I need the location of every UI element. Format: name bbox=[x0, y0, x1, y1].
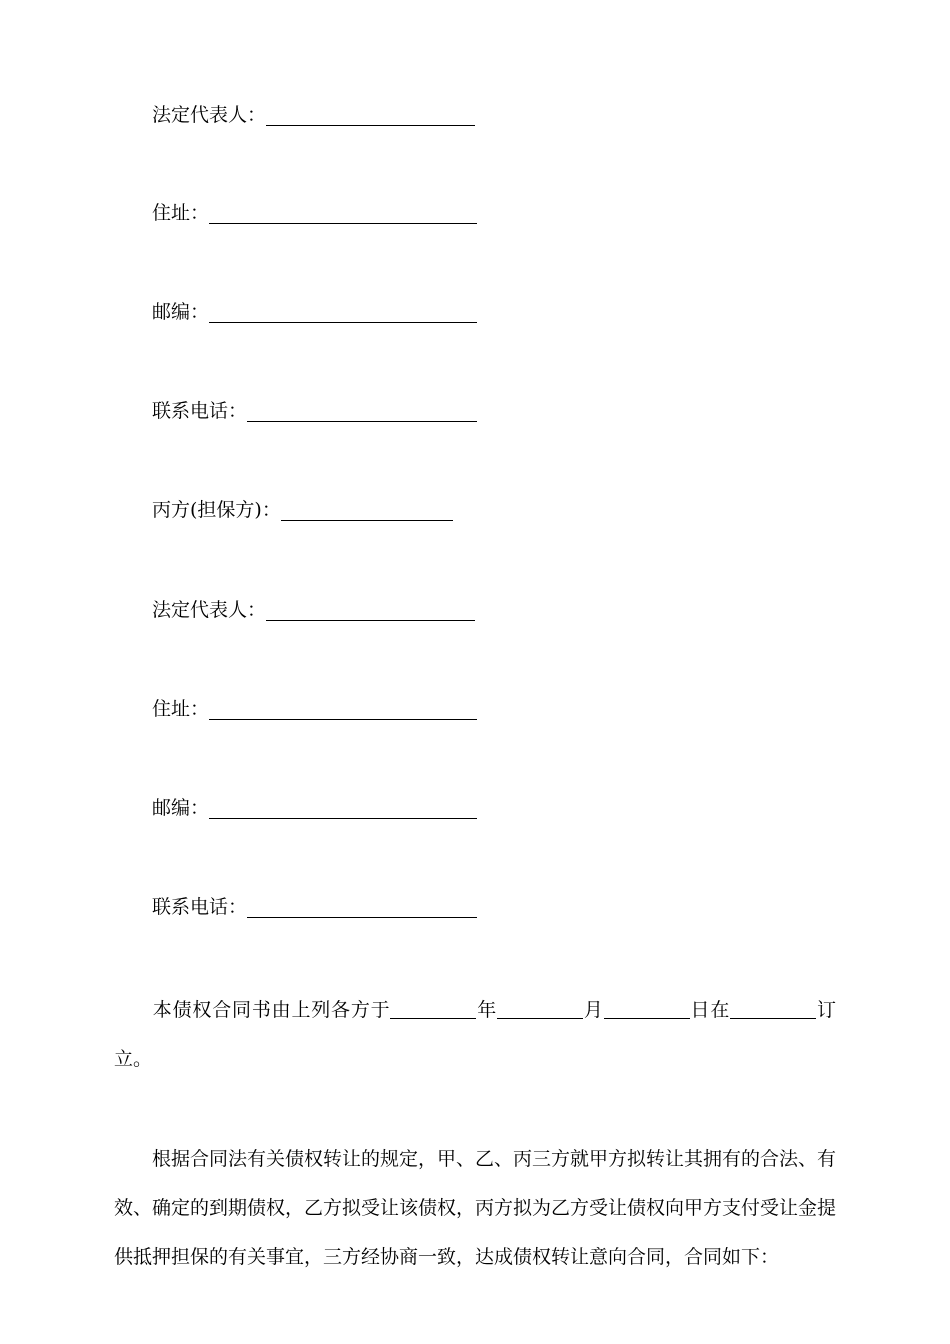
fill-blank[interactable] bbox=[209, 699, 477, 720]
day-blank[interactable] bbox=[604, 1000, 690, 1019]
postcode-field-1 bbox=[152, 300, 477, 324]
year-label: 年 bbox=[476, 999, 498, 1021]
fill-blank[interactable] bbox=[281, 500, 453, 521]
place-blank[interactable] bbox=[730, 1000, 816, 1019]
field-label: 丙方(担保方)： bbox=[152, 499, 281, 521]
address-field-2 bbox=[152, 697, 477, 721]
legal-representative-field-1 bbox=[152, 103, 475, 127]
signing-paragraph bbox=[114, 986, 836, 1084]
fill-blank[interactable] bbox=[266, 600, 475, 621]
postcode-field-2 bbox=[152, 796, 477, 820]
field-label: 住址： bbox=[152, 202, 210, 224]
phone-field-1 bbox=[152, 399, 477, 423]
field-label: 住址： bbox=[152, 698, 210, 720]
signing-prefix: 本债权合同书由上列各方于 bbox=[152, 999, 391, 1021]
field-label: 联系电话： bbox=[152, 896, 248, 918]
fill-blank[interactable] bbox=[247, 401, 477, 422]
month-label: 月 bbox=[583, 999, 604, 1021]
signing-suffix: 订立。 bbox=[114, 999, 836, 1070]
day-label: 日在 bbox=[689, 999, 731, 1021]
year-blank[interactable] bbox=[390, 1000, 476, 1019]
phone-field-2 bbox=[152, 895, 477, 919]
fill-blank[interactable] bbox=[247, 897, 477, 918]
fill-blank[interactable] bbox=[266, 105, 475, 126]
guarantor-field bbox=[152, 498, 453, 522]
legal-representative-field-2 bbox=[152, 598, 475, 622]
fill-blank[interactable] bbox=[209, 203, 477, 224]
address-field-1 bbox=[152, 201, 477, 225]
intent-paragraph bbox=[114, 1135, 836, 1282]
field-label: 法定代表人： bbox=[152, 599, 267, 621]
fill-blank[interactable] bbox=[209, 798, 477, 819]
month-blank[interactable] bbox=[497, 1000, 583, 1019]
field-label: 联系电话： bbox=[152, 400, 248, 422]
intent-text: 根据合同法有关债权转让的规定，甲、乙、丙三方就甲方拟转让其拥有的合法、有效、确定的到期债权，乙方拟受让该债权，丙方拟为乙方受让债权向甲方支付受让金提供抵押担保的有关事宜，三方经协商一致，达成债权转让意向合同，合同如下： bbox=[114, 1148, 837, 1268]
field-label: 邮编： bbox=[152, 797, 210, 819]
fill-blank[interactable] bbox=[209, 302, 477, 323]
field-label: 邮编： bbox=[152, 301, 210, 323]
field-label: 法定代表人： bbox=[152, 104, 267, 126]
